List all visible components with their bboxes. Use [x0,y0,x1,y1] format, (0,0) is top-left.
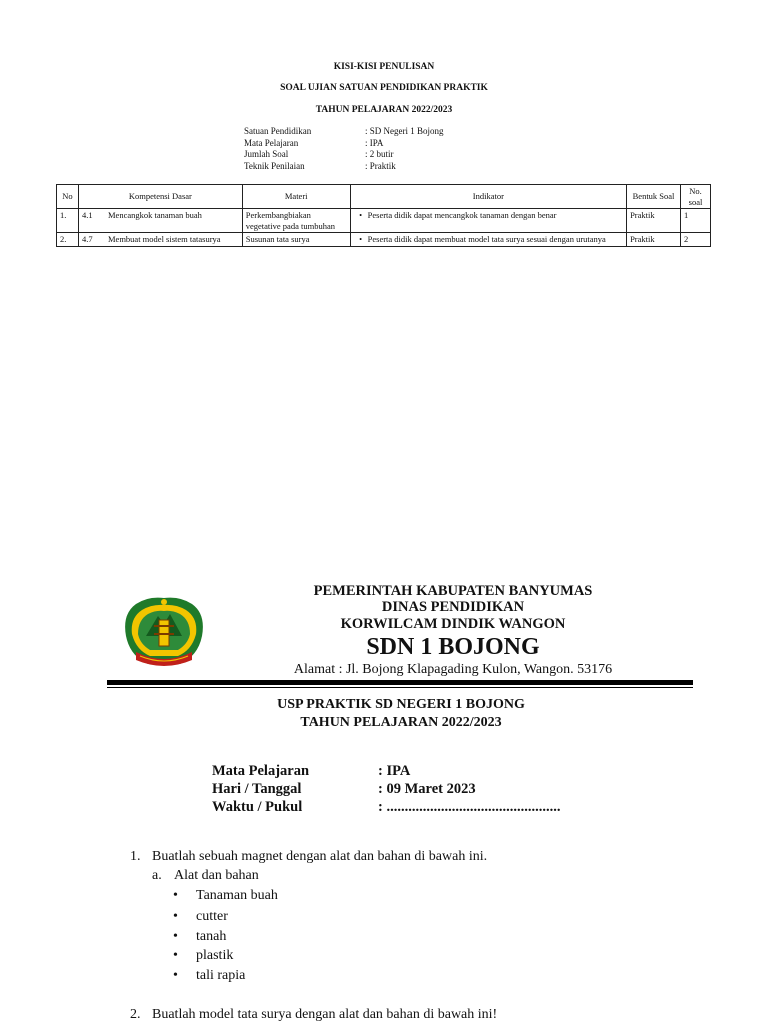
banyumas-emblem-logo [118,590,210,672]
question-1-number: 1. [130,849,141,864]
kop-government: PEMERINTAH KABUPATEN BANYUMAS [313,583,593,599]
exam-title: USP PRAKTIK SD NEGERI 1 BOJONG [277,697,525,712]
bullet-icon: • [173,909,178,924]
kd-code: 4.1 [81,210,93,220]
list-item: plastik [196,948,234,963]
cell-bentuk: Praktik [627,233,681,247]
bullet-icon: • [359,210,363,220]
cell-materi: Perkembangbiakan vegetative pada tumbuhan [242,209,350,233]
meta-row [244,126,444,138]
table-header-row [57,185,711,209]
info-value: : 09 Maret 2023 [378,781,476,797]
meta-label: Mata Pelajaran [244,137,299,148]
question-1-sub-letter: a. [152,868,162,883]
bullet-icon: • [173,929,178,944]
cell-kd [78,209,242,233]
kop-divider-thin [107,687,693,688]
kop-school-name: SDN 1 BOJONG [366,634,540,660]
meta-label: Teknik Penilaian [244,160,305,171]
header-no: No [57,185,79,209]
header-kd: Kompetensi Dasar [78,185,242,209]
question-2-number: 2. [130,1007,141,1022]
bullet-icon: • [359,234,363,244]
indikator-text: Peserta didik dapat mencangkok tanaman dengan benar [367,210,557,220]
header-nosoal: No. soal [681,185,711,209]
table-row [57,209,711,233]
kop-divider-thick [107,680,693,685]
info-value: : IPA [378,763,411,779]
kd-code: 4.7 [81,234,93,244]
exam-info [212,762,560,816]
question-2-text: Buatlah model tata surya dengan alat dan bahan di bawah ini! [152,1007,498,1022]
info-label: Mata Pelajaran [212,763,310,779]
list-item: tali rapia [196,968,246,983]
meta-row [244,138,444,150]
info-row [212,780,560,798]
kop-korwilcam: KORWILCAM DINDIK WANGON [340,616,566,632]
cell-nosoal: 1 [681,209,711,233]
bullet-icon: • [173,948,178,963]
table-row [57,233,711,247]
cell-indikator [350,209,626,233]
cell-no: 2. [57,233,79,247]
meta-value: : Praktik [365,160,396,171]
bullet-icon: • [173,888,178,903]
kisi-title: KISI-KISI PENULISAN [333,62,435,72]
cell-nosoal: 2 [681,233,711,247]
info-label: Hari / Tanggal [212,781,302,797]
info-row [212,762,560,780]
cell-kd [78,233,242,247]
kd-text: Membuat model sistem tatasurya [107,234,221,244]
question-1-text: Buatlah sebuah magnet dengan alat dan bahan di bawah ini. [152,849,488,864]
header-bentuk: Bentuk Soal [627,185,681,209]
cell-no: 1. [57,209,79,233]
kd-text: Mencangkok tanaman buah [107,210,202,220]
cell-materi: Susunan tata surya [242,233,350,247]
bullet-icon: • [173,968,178,983]
info-value: : ................................................ [378,799,561,815]
kop-address: Alamat : Jl. Bojong Klapagading Kulon, Wangon. 53176 [293,662,613,677]
meta-value: : SD Negeri 1 Bojong [365,126,444,136]
meta-row [244,149,444,161]
kisi-meta [244,126,444,172]
info-row [212,798,560,816]
cell-indikator [350,233,626,247]
meta-value: : 2 butir [365,149,394,159]
meta-label: Jumlah Soal [244,149,289,159]
header-indikator: Indikator [350,185,626,209]
list-item: cutter [196,909,228,924]
list-item: tanah [196,929,227,944]
cell-bentuk: Praktik [627,209,681,233]
kisi-year: TAHUN PELAJARAN 2022/2023 [315,105,453,115]
exam-year: TAHUN PELAJARAN 2022/2023 [300,715,502,730]
kisi-table [56,184,711,247]
question-1-sub-text: Alat dan bahan [174,868,259,883]
indikator-text: Peserta didik dapat membuat model tata surya sesuai dengan urutanya [367,234,606,244]
header-materi: Materi [242,185,350,209]
info-label: Waktu / Pukul [212,799,303,815]
kop-department: DINAS PENDIDIKAN [381,599,525,615]
meta-row [244,161,444,173]
list-item: Tanaman buah [196,888,278,903]
meta-label: Satuan Pendidikan [244,126,312,136]
kisi-subtitle: SOAL UJIAN SATUAN PENDIDIKAN PRAKTIK [280,83,488,93]
meta-value: : IPA [365,137,384,148]
